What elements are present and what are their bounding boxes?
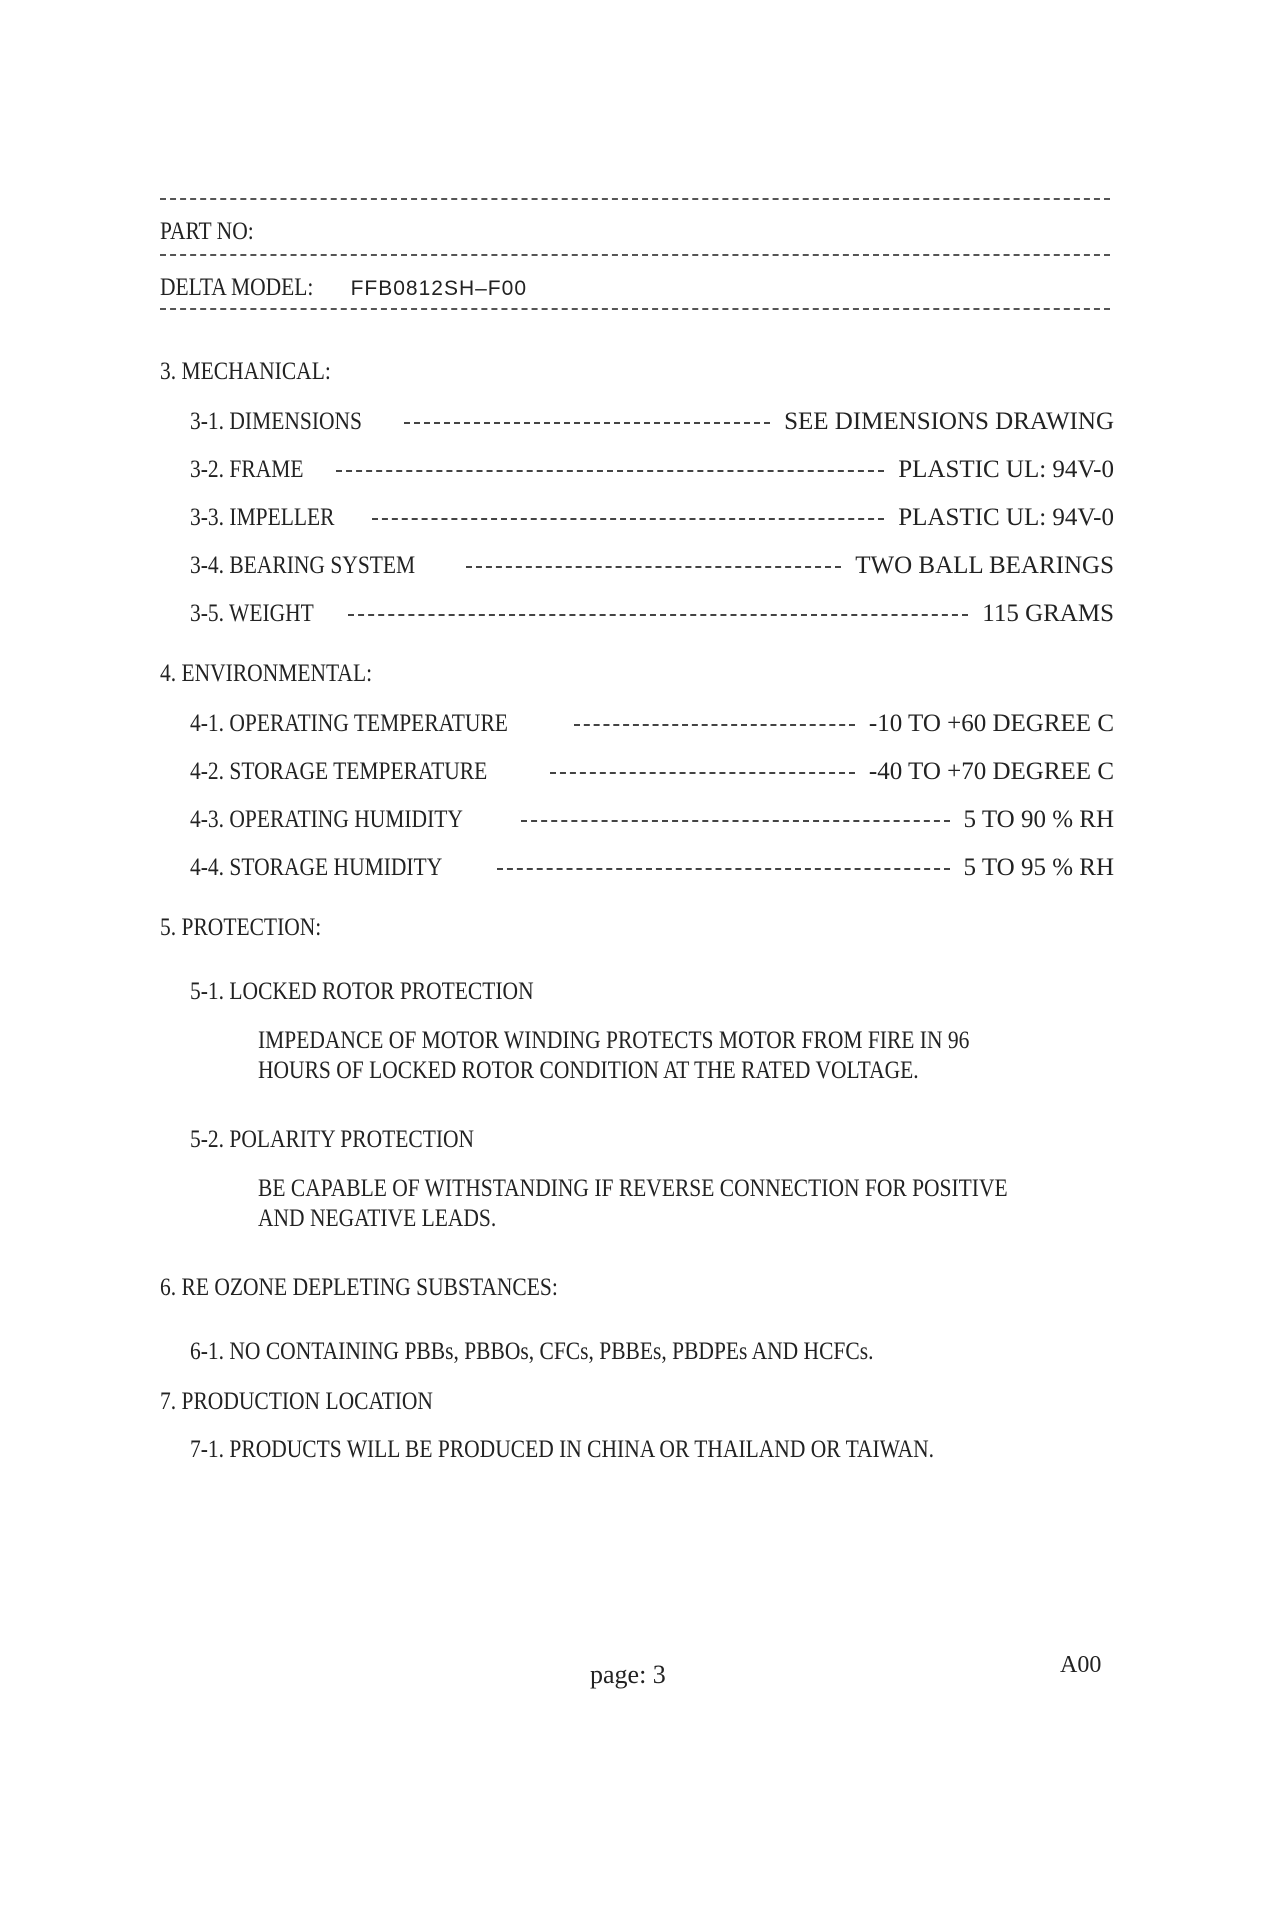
model-value: FFB0812SH–F00 bbox=[350, 277, 527, 300]
spec-row-bearing-system bbox=[190, 552, 1114, 580]
revision-code: A00 bbox=[1060, 1652, 1102, 1678]
dot-leader bbox=[404, 422, 770, 424]
location-item bbox=[190, 1436, 1055, 1464]
spec-label: 3-1. DIMENSIONS bbox=[190, 408, 362, 435]
spec-row-storage-humidity bbox=[190, 854, 1114, 882]
spec-label: 4-3. OPERATING HUMIDITY bbox=[190, 806, 463, 833]
dot-leader bbox=[336, 470, 884, 472]
model-row bbox=[160, 274, 527, 302]
polarity-line-2: AND NEGATIVE LEADS. bbox=[258, 1205, 497, 1232]
dot-leader bbox=[372, 518, 884, 520]
model-label: DELTA MODEL: bbox=[160, 274, 314, 301]
header-divider-middle bbox=[160, 254, 1110, 256]
section-mechanical-title-text: 3. MECHANICAL: bbox=[160, 358, 331, 385]
spec-row-dimensions bbox=[190, 408, 1114, 436]
polarity-title bbox=[190, 1126, 520, 1154]
spec-label: 3-2. FRAME bbox=[190, 456, 304, 483]
spec-row-frame bbox=[190, 456, 1114, 484]
part-no-row bbox=[160, 218, 275, 246]
spec-value: PLASTIC UL: 94V-0 bbox=[898, 504, 1114, 531]
spec-label: 3-5. WEIGHT bbox=[190, 600, 314, 627]
spec-label: 4-4. STORAGE HUMIDITY bbox=[190, 854, 443, 881]
section-ozone-title-text: 6. RE OZONE DEPLETING SUBSTANCES: bbox=[160, 1274, 558, 1301]
spec-label: 3-4. BEARING SYSTEM bbox=[190, 552, 416, 579]
section-location-title bbox=[160, 1388, 477, 1416]
dot-leader bbox=[550, 772, 855, 774]
section-mechanical-title bbox=[160, 358, 359, 386]
locked-rotor-description bbox=[258, 1026, 1118, 1086]
page-number: page: 3 bbox=[590, 1660, 666, 1689]
spec-value: -40 TO +70 DEGREE C bbox=[868, 758, 1114, 785]
section-location-title-text: 7. PRODUCTION LOCATION bbox=[160, 1388, 433, 1415]
spec-row-operating-temperature bbox=[190, 710, 1114, 738]
section-protection-title-text: 5. PROTECTION: bbox=[160, 914, 322, 941]
section-environmental-title bbox=[160, 660, 407, 688]
part-no-label: PART NO: bbox=[160, 218, 254, 245]
dot-leader bbox=[348, 614, 968, 616]
locked-rotor-title bbox=[190, 978, 590, 1006]
polarity-title-text: 5-2. POLARITY PROTECTION bbox=[190, 1126, 475, 1153]
section-protection-title bbox=[160, 914, 348, 942]
polarity-description bbox=[258, 1174, 1118, 1234]
dot-leader bbox=[574, 724, 855, 726]
polarity-line-1: BE CAPABLE OF WITHSTANDING IF REVERSE CONNECTION FOR POSITIVE bbox=[258, 1175, 1008, 1202]
dot-leader bbox=[521, 820, 949, 822]
spec-label: 3-3. IMPELLER bbox=[190, 504, 335, 531]
ozone-item-text: 6-1. NO CONTAINING PBBs, PBBOs, CFCs, PBBEs, PBDPEs AND HCFCs. bbox=[190, 1338, 874, 1365]
spec-row-impeller bbox=[190, 504, 1114, 532]
spec-row-storage-temperature bbox=[190, 758, 1114, 786]
spec-label: 4-1. OPERATING TEMPERATURE bbox=[190, 710, 508, 737]
spec-row-operating-humidity bbox=[190, 806, 1114, 834]
header-divider-top bbox=[160, 198, 1110, 200]
spec-label: 4-2. STORAGE TEMPERATURE bbox=[190, 758, 488, 785]
spec-value: 5 TO 90 % RH bbox=[963, 806, 1114, 833]
locked-rotor-line-1: IMPEDANCE OF MOTOR WINDING PROTECTS MOTOR FROM FIRE IN 96 bbox=[258, 1027, 970, 1054]
spec-value: TWO BALL BEARINGS bbox=[855, 552, 1114, 579]
section-ozone-title bbox=[160, 1274, 623, 1302]
spec-value: -10 TO +60 DEGREE C bbox=[868, 710, 1114, 737]
location-item-text: 7-1. PRODUCTS WILL BE PRODUCED IN CHINA OR THAILAND OR TAIWAN. bbox=[190, 1436, 935, 1463]
header-divider-bottom bbox=[160, 308, 1110, 310]
spec-value: 115 GRAMS bbox=[982, 600, 1114, 627]
locked-rotor-line-2: HOURS OF LOCKED ROTOR CONDITION AT THE RATED VOLTAGE. bbox=[258, 1057, 919, 1084]
spec-value: SEE DIMENSIONS DRAWING bbox=[784, 408, 1114, 435]
spec-value: 5 TO 95 % RH bbox=[963, 854, 1114, 881]
dot-leader bbox=[497, 868, 949, 870]
spec-row-weight bbox=[190, 600, 1114, 628]
spec-value: PLASTIC UL: 94V-0 bbox=[898, 456, 1114, 483]
ozone-item bbox=[190, 1338, 985, 1366]
locked-rotor-title-text: 5-1. LOCKED ROTOR PROTECTION bbox=[190, 978, 534, 1005]
dot-leader bbox=[466, 566, 841, 568]
section-environmental-title-text: 4. ENVIRONMENTAL: bbox=[160, 660, 373, 687]
